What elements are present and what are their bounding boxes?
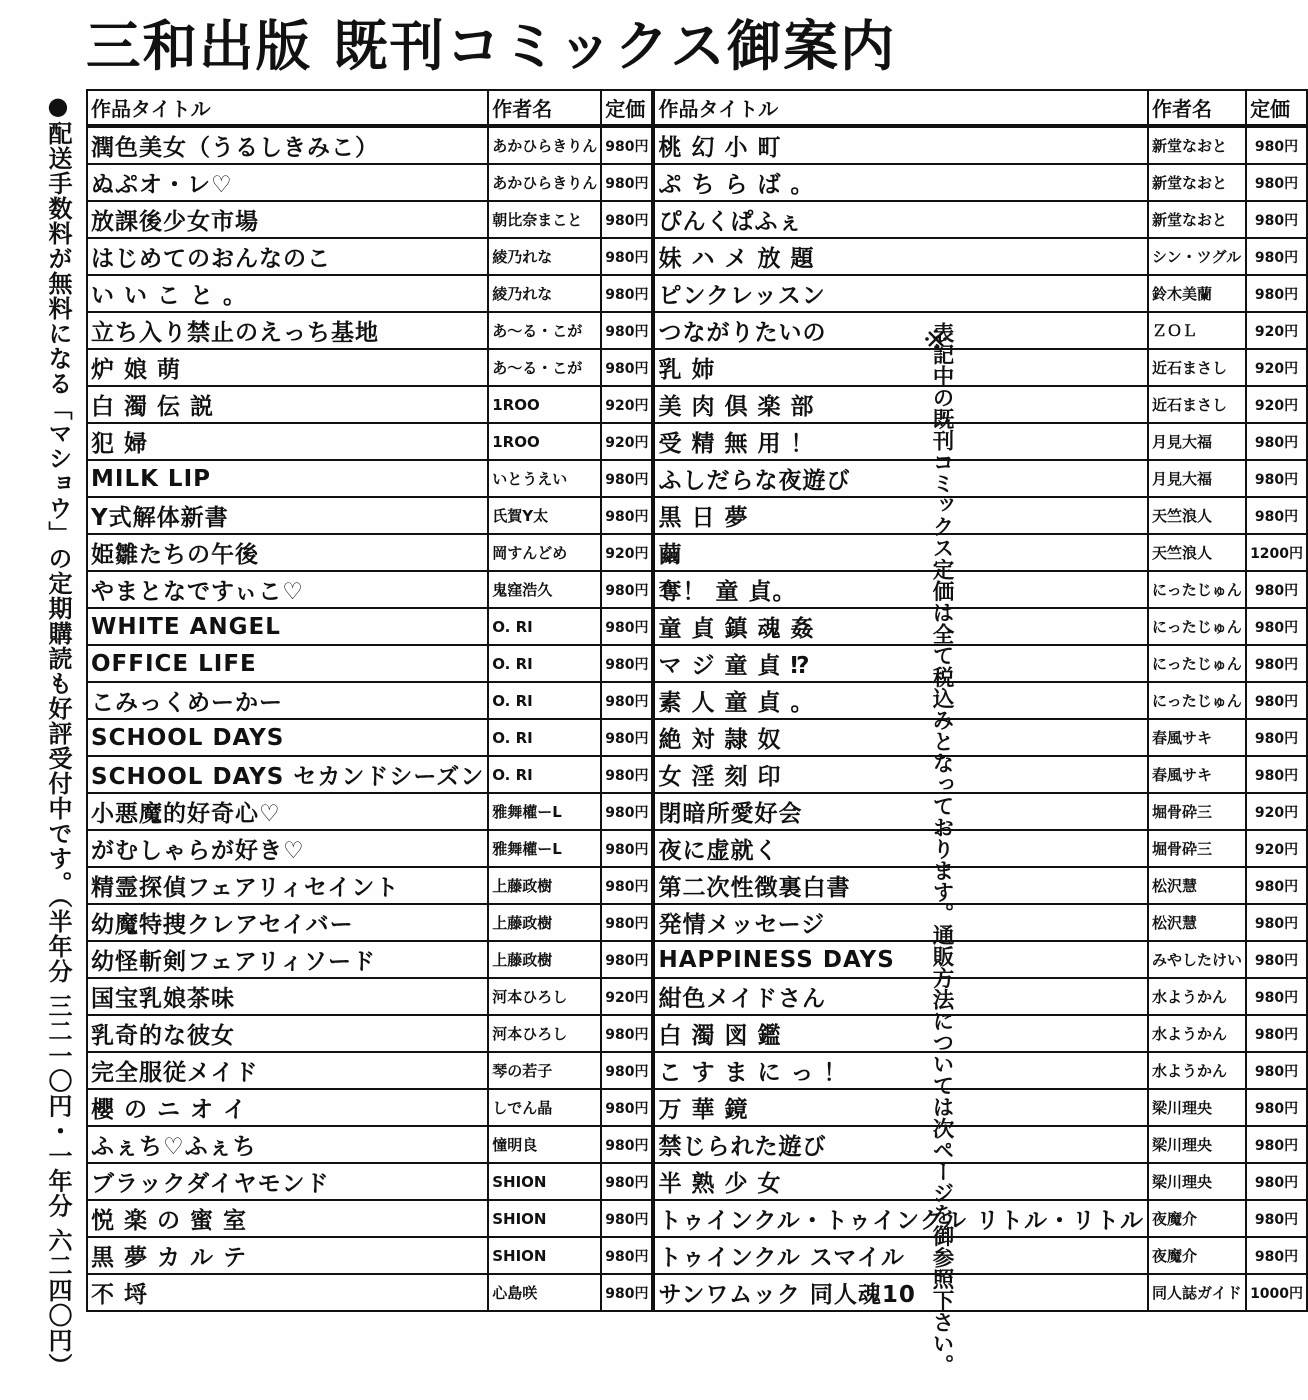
catalog-row [87, 201, 1307, 238]
comic-price: 920円 [1246, 312, 1307, 349]
header-author: 作者名 [488, 90, 601, 126]
comic-title: 国宝乳娘茶味 [87, 978, 488, 1015]
tax-and-mail-order-note: 表記中の既刊コミックス定価は全て税込みとなっております。通販方法については次ページを御参照下さい。 [929, 322, 954, 1376]
catalog-row [87, 645, 1307, 682]
comic-author: 新堂なおと [1148, 126, 1246, 164]
comic-price: 980円 [1246, 1015, 1307, 1052]
comic-author: 上藤政樹 [488, 867, 601, 904]
comic-price: 980円 [601, 1274, 653, 1311]
comic-author: 梁川理央 [1148, 1089, 1246, 1126]
comic-author: 春風サキ [1148, 756, 1246, 793]
comic-price: 980円 [1246, 1163, 1307, 1200]
comic-author: 松沢慧 [1148, 867, 1246, 904]
comic-price: 980円 [601, 571, 653, 608]
comic-price: 980円 [1246, 867, 1307, 904]
comic-author: 河本ひろし [488, 978, 601, 1015]
comic-author: 水ようかん [1148, 1015, 1246, 1052]
comic-title: 幼魔特捜クレアセイバー [87, 904, 488, 941]
comic-title: 放課後少女市場 [87, 201, 488, 238]
comic-price: 980円 [1246, 423, 1307, 460]
comic-title: 乳奇的な彼女 [87, 1015, 488, 1052]
comic-author: 綾乃れな [488, 238, 601, 275]
comic-title: 閉暗所愛好会 [653, 793, 1148, 830]
comic-author: 氏賀Y太 [488, 497, 601, 534]
comic-title: HAPPINESS DAYS [653, 941, 1148, 978]
comic-author: 同人誌ガイド [1148, 1274, 1246, 1311]
catalog-row [87, 164, 1307, 201]
comic-price: 920円 [1246, 386, 1307, 423]
comic-price: 980円 [601, 682, 653, 719]
comic-price: 980円 [601, 904, 653, 941]
catalog-row [87, 571, 1307, 608]
comic-title: SCHOOL DAYS [87, 719, 488, 756]
catalog-row [87, 941, 1307, 978]
comic-author: 水ようかん [1148, 978, 1246, 1015]
comic-author: O. RI [488, 719, 601, 756]
comic-price: 980円 [601, 312, 653, 349]
comic-author: 松沢慧 [1148, 904, 1246, 941]
comic-title: はじめてのおんなのこ [87, 238, 488, 275]
comic-author: 1ROO [488, 386, 601, 423]
comic-title: 犯 婦 [87, 423, 488, 460]
comic-price: 980円 [1246, 1089, 1307, 1126]
comic-title: 幼怪斬剣フェアリィソード [87, 941, 488, 978]
comic-author: 堀骨砕三 [1148, 793, 1246, 830]
comic-author: O. RI [488, 756, 601, 793]
comic-price: 980円 [601, 1237, 653, 1274]
comic-price: 980円 [1246, 164, 1307, 201]
comic-author: 琴の若子 [488, 1052, 601, 1089]
catalog-row [87, 904, 1307, 941]
header-price: 定価 [601, 90, 653, 126]
comic-price: 980円 [601, 164, 653, 201]
comic-price: 980円 [601, 756, 653, 793]
comic-price: 980円 [1246, 571, 1307, 608]
comic-price: 920円 [601, 534, 653, 571]
comic-title: ピンクレッスン [653, 275, 1148, 312]
comic-title: 発情メッセージ [653, 904, 1148, 941]
comic-title: 万 華 鏡 [653, 1089, 1148, 1126]
comic-author: SHION [488, 1237, 601, 1274]
comic-title: トゥインクル・トゥインクル リトル・リトル [653, 1200, 1148, 1237]
comic-author: 新堂なおと [1148, 164, 1246, 201]
comic-title: つながりたいの [653, 312, 1148, 349]
comic-title: 美 肉 倶 楽 部 [653, 386, 1148, 423]
catalog-row [87, 1237, 1307, 1274]
catalog-row [87, 682, 1307, 719]
comic-title: 潤色美女（うるしきみこ） [87, 126, 488, 164]
comic-price: 980円 [601, 941, 653, 978]
comic-author: 夜魔介 [1148, 1200, 1246, 1237]
catalog-row [87, 460, 1307, 497]
comic-title: 小悪魔的好奇心♡ [87, 793, 488, 830]
comic-author: SHION [488, 1163, 601, 1200]
comic-title: 乳 姉 [653, 349, 1148, 386]
comic-title: WHITE ANGEL [87, 608, 488, 645]
comic-title: 立ち入り禁止のえっち基地 [87, 312, 488, 349]
comic-title: 黒 夢 カ ル テ [87, 1237, 488, 1274]
comic-author: 鬼窪浩久 [488, 571, 601, 608]
comic-title: 白 濁 図 鑑 [653, 1015, 1148, 1052]
comic-author: 雅舞權ーL [488, 830, 601, 867]
comic-price: 980円 [601, 1052, 653, 1089]
comic-author: 鈴木美蘭 [1148, 275, 1246, 312]
comic-price: 980円 [1246, 904, 1307, 941]
comic-price: 980円 [601, 719, 653, 756]
comic-price: 980円 [1246, 719, 1307, 756]
comic-price: 980円 [601, 1126, 653, 1163]
comic-title: 奪！ 童 貞。 [653, 571, 1148, 608]
comic-price: 980円 [601, 867, 653, 904]
catalog-row [87, 1126, 1307, 1163]
comic-title: 白 濁 伝 説 [87, 386, 488, 423]
comic-price: 1000円 [1246, 1274, 1307, 1311]
comic-price: 980円 [601, 608, 653, 645]
comic-price: 980円 [601, 1200, 653, 1237]
comic-price: 980円 [601, 275, 653, 312]
comic-title: ふしだらな夜遊び [653, 460, 1148, 497]
comic-author: 月見大福 [1148, 423, 1246, 460]
comic-price: 980円 [601, 1015, 653, 1052]
subscription-note: ●配送手数料が無料になる「マショウ」の定期購読も好評受付中です。（半年分 三二一〇円・一年分 六二四〇円） [44, 92, 72, 1378]
comic-title: 櫻 の ニ オ イ [87, 1089, 488, 1126]
comic-author: 堀骨砕三 [1148, 830, 1246, 867]
catalog-row [87, 830, 1307, 867]
comic-author: あかひらきりん [488, 164, 601, 201]
comic-price: 980円 [1246, 978, 1307, 1015]
comic-title: ぷ ち ら ば 。 [653, 164, 1148, 201]
comic-author: 上藤政樹 [488, 904, 601, 941]
comic-price: 980円 [1246, 756, 1307, 793]
comic-author: 近石まさし [1148, 386, 1246, 423]
comic-title: い い こ と 。 [87, 275, 488, 312]
comic-author: ＺＯＬ [1148, 312, 1246, 349]
comic-price: 980円 [1246, 201, 1307, 238]
header-title: 作品タイトル [87, 90, 488, 126]
header-author: 作者名 [1148, 90, 1246, 126]
catalog-row [87, 349, 1307, 386]
comic-title: 妹 ハ メ 放 題 [653, 238, 1148, 275]
comic-author: 綾乃れな [488, 275, 601, 312]
comic-title: MILK LIP [87, 460, 488, 497]
comic-title: ブラックダイヤモンド [87, 1163, 488, 1200]
comic-price: 920円 [1246, 793, 1307, 830]
header-price: 定価 [1246, 90, 1307, 126]
comic-author: 心島咲 [488, 1274, 601, 1311]
header-title: 作品タイトル [653, 90, 1148, 126]
comic-price: 980円 [601, 1089, 653, 1126]
comic-price: 920円 [1246, 830, 1307, 867]
comic-price: 980円 [601, 238, 653, 275]
comic-author: 1ROO [488, 423, 601, 460]
comic-title: OFFICE LIFE [87, 645, 488, 682]
comic-price: 980円 [1246, 460, 1307, 497]
comic-author: みやしたけい [1148, 941, 1246, 978]
comic-author: 天竺浪人 [1148, 534, 1246, 571]
comic-author: O. RI [488, 608, 601, 645]
comic-author: 雅舞權ーL [488, 793, 601, 830]
page-title: 三和出版 既刊コミックス御案内 [86, 14, 897, 78]
comic-title: 受 精 無 用 ！ [653, 423, 1148, 460]
catalog-body [87, 126, 1307, 1311]
catalog-row [87, 275, 1307, 312]
comic-title: SCHOOL DAYS セカンドシーズン [87, 756, 488, 793]
comic-author: 水ようかん [1148, 1052, 1246, 1089]
comic-price: 980円 [1246, 682, 1307, 719]
comic-author: O. RI [488, 682, 601, 719]
comic-price: 980円 [1246, 941, 1307, 978]
catalog-row [87, 978, 1307, 1015]
comic-price: 980円 [1246, 497, 1307, 534]
catalog-row [87, 386, 1307, 423]
comic-price: 980円 [601, 1163, 653, 1200]
catalog-row [87, 423, 1307, 460]
comic-price: 980円 [1246, 275, 1307, 312]
catalog-row [87, 238, 1307, 275]
comic-title: 紺色メイドさん [653, 978, 1148, 1015]
comic-title: サンワムック 同人魂10 [653, 1274, 1148, 1311]
comic-title: ぴんくぱふぇ [653, 201, 1148, 238]
comic-price: 980円 [1246, 1126, 1307, 1163]
comic-title: がむしゃらが好き♡ [87, 830, 488, 867]
comic-author: 月見大福 [1148, 460, 1246, 497]
comic-author: あ～る・こが [488, 349, 601, 386]
comic-title: 完全服従メイド [87, 1052, 488, 1089]
comic-title: 桃 幻 小 町 [653, 126, 1148, 164]
catalog-row [87, 1163, 1307, 1200]
comic-price: 920円 [601, 386, 653, 423]
comic-title: 半 熟 少 女 [653, 1163, 1148, 1200]
comic-title: 精霊探偵フェアリィセイント [87, 867, 488, 904]
comic-title: こ す ま に っ ！ [653, 1052, 1148, 1089]
comic-title: 女 淫 刻 印 [653, 756, 1148, 793]
comic-author: 近石まさし [1148, 349, 1246, 386]
catalog-row [87, 1274, 1307, 1311]
catalog-row [87, 793, 1307, 830]
comic-price: 920円 [601, 423, 653, 460]
comic-author: 夜魔介 [1148, 1237, 1246, 1274]
comic-title: 素 人 童 貞 。 [653, 682, 1148, 719]
comic-author: シン・ツグル [1148, 238, 1246, 275]
comic-price: 980円 [601, 126, 653, 164]
comic-author: いとうえい [488, 460, 601, 497]
comic-price: 980円 [601, 793, 653, 830]
comic-title: Y式解体新書 [87, 497, 488, 534]
comic-price: 980円 [1246, 645, 1307, 682]
comic-author: SHION [488, 1200, 601, 1237]
comic-price: 1200円 [1246, 534, 1307, 571]
comic-author: O. RI [488, 645, 601, 682]
comic-author: にったじゅん [1148, 608, 1246, 645]
comic-title: トゥインクル スマイル [653, 1237, 1148, 1274]
catalog-row [87, 608, 1307, 645]
comic-price: 980円 [601, 460, 653, 497]
catalog-row [87, 719, 1307, 756]
catalog-header-row [87, 90, 1307, 126]
comic-price: 980円 [1246, 238, 1307, 275]
catalog-row [87, 1200, 1307, 1237]
catalog-row [87, 756, 1307, 793]
comic-price: 980円 [601, 497, 653, 534]
catalog-row [87, 1052, 1307, 1089]
comic-author: 梁川理央 [1148, 1126, 1246, 1163]
comic-title: 第二次性徴裏白書 [653, 867, 1148, 904]
comic-author: 春風サキ [1148, 719, 1246, 756]
comic-author: にったじゅん [1148, 682, 1246, 719]
comic-title: 禁じられた遊び [653, 1126, 1148, 1163]
comic-author: 天竺浪人 [1148, 497, 1246, 534]
comic-title: マ ジ 童 貞 ⁉ [653, 645, 1148, 682]
catalog-row [87, 1089, 1307, 1126]
comic-price: 980円 [1246, 126, 1307, 164]
comic-price: 920円 [1246, 349, 1307, 386]
comic-price: 980円 [1246, 608, 1307, 645]
comic-title: ふぇち♡ふぇち [87, 1126, 488, 1163]
comic-price: 980円 [1246, 1200, 1307, 1237]
comic-price: 980円 [1246, 1237, 1307, 1274]
comic-title: 姫雛たちの午後 [87, 534, 488, 571]
comic-price: 920円 [601, 978, 653, 1015]
comic-author: しでん晶 [488, 1089, 601, 1126]
comic-author: にったじゅん [1148, 571, 1246, 608]
comic-title: こみっくめーかー [87, 682, 488, 719]
comic-price: 980円 [601, 645, 653, 682]
comic-title: 絶 対 隷 奴 [653, 719, 1148, 756]
comic-author: 河本ひろし [488, 1015, 601, 1052]
comic-title: ぬぷオ・レ♡ [87, 164, 488, 201]
comic-title: やまとなですぃこ♡ [87, 571, 488, 608]
comic-title: 夜に虚就く [653, 830, 1148, 867]
comic-title: 不 埒 [87, 1274, 488, 1311]
comic-author: 新堂なおと [1148, 201, 1246, 238]
catalog-row [87, 1015, 1307, 1052]
catalog-row [87, 867, 1307, 904]
comic-author: にったじゅん [1148, 645, 1246, 682]
catalog-table [86, 89, 1308, 1312]
comic-price: 980円 [601, 201, 653, 238]
comic-author: 梁川理央 [1148, 1163, 1246, 1200]
catalog-row [87, 126, 1307, 164]
comic-author: 岡すんどめ [488, 534, 601, 571]
catalog-row [87, 312, 1307, 349]
comic-title: 童 貞 鎮 魂 姦 [653, 608, 1148, 645]
comic-author: あ～る・こが [488, 312, 601, 349]
catalog-row [87, 534, 1307, 571]
comic-author: 上藤政樹 [488, 941, 601, 978]
comic-price: 980円 [601, 349, 653, 386]
comic-title: 炉 娘 萌 [87, 349, 488, 386]
comic-title: 黒 日 夢 [653, 497, 1148, 534]
comic-price: 980円 [601, 830, 653, 867]
comic-price: 980円 [1246, 1052, 1307, 1089]
comic-title: 悦 楽 の 蜜 室 [87, 1200, 488, 1237]
comic-title: 繭 [653, 534, 1148, 571]
comic-author: 朝比奈まこと [488, 201, 601, 238]
comic-author: 憧明良 [488, 1126, 601, 1163]
comic-author: あかひらきりん [488, 126, 601, 164]
catalog-row [87, 497, 1307, 534]
